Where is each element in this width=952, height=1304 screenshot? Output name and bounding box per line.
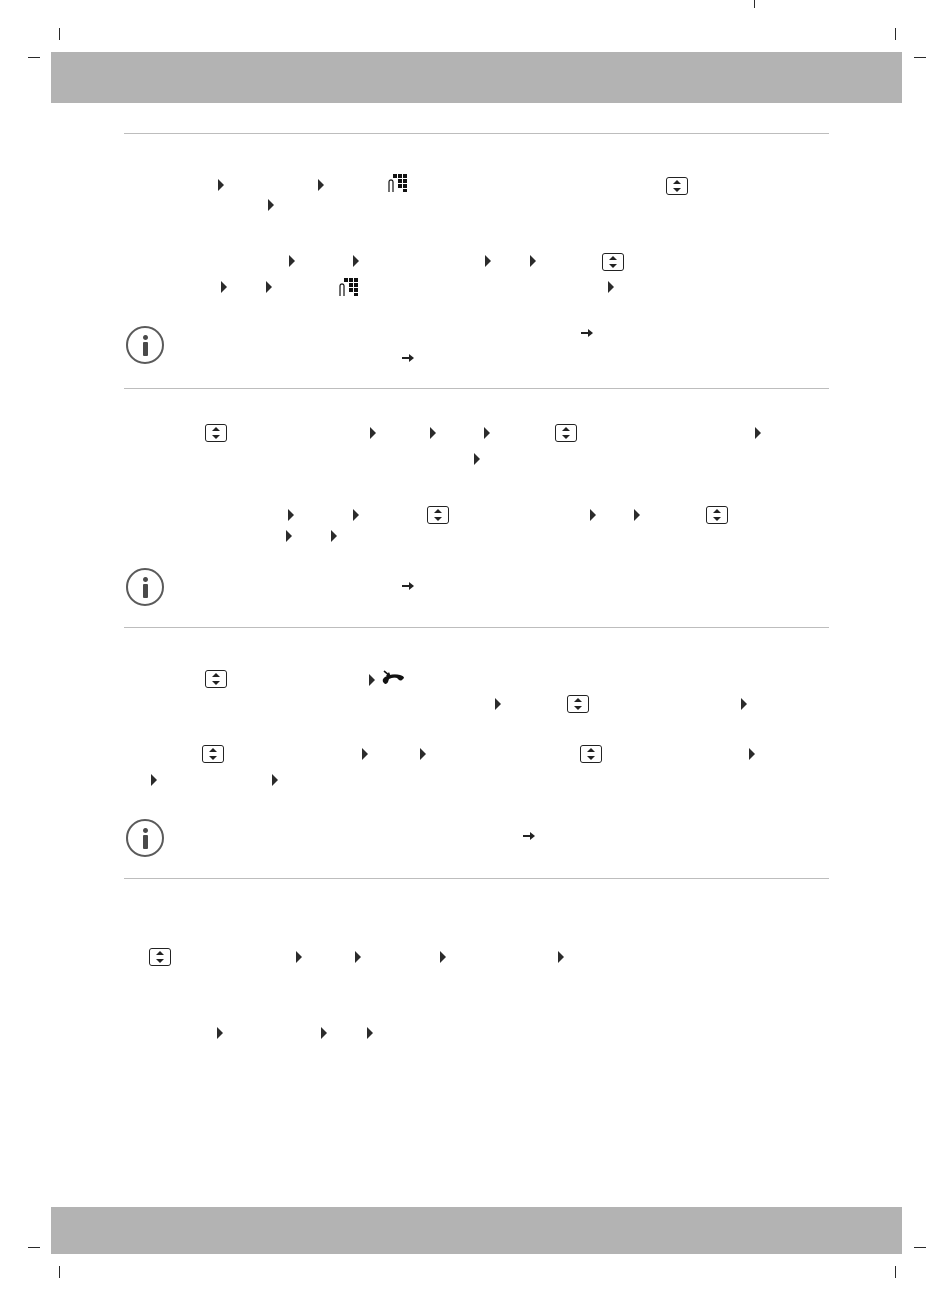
- keypad-entry-icon: [387, 173, 409, 193]
- section-divider: [124, 388, 829, 389]
- step-triangle-icon: [321, 1027, 327, 1039]
- step-triangle-icon: [268, 199, 274, 211]
- reference-arrow-icon: [401, 352, 415, 364]
- reference-arrow-icon: [580, 327, 594, 339]
- step-triangle-icon: [634, 509, 640, 521]
- info-icon: [126, 326, 164, 364]
- info-icon: [126, 819, 164, 857]
- end-call-icon: [380, 669, 406, 687]
- step-triangle-icon: [286, 530, 292, 542]
- navigation-key-icon: [602, 253, 624, 271]
- step-triangle-icon: [430, 427, 436, 439]
- footer-band: [51, 1207, 902, 1254]
- step-triangle-icon: [266, 281, 272, 293]
- navigation-key-icon: [205, 670, 227, 688]
- step-triangle-icon: [272, 774, 278, 786]
- info-icon: [126, 568, 164, 606]
- crop-mark: [754, 0, 755, 8]
- navigation-key-icon: [666, 177, 688, 195]
- section-divider: [124, 878, 829, 879]
- step-triangle-icon: [440, 951, 446, 963]
- step-triangle-icon: [474, 453, 480, 465]
- step-triangle-icon: [590, 509, 596, 521]
- step-triangle-icon: [353, 255, 359, 267]
- step-triangle-icon: [558, 951, 564, 963]
- crop-mark: [895, 1266, 896, 1278]
- crop-mark: [28, 1247, 40, 1248]
- step-triangle-icon: [741, 698, 747, 710]
- crop-mark: [59, 1266, 60, 1278]
- step-triangle-icon: [495, 698, 501, 710]
- step-triangle-icon: [370, 427, 376, 439]
- step-triangle-icon: [755, 427, 761, 439]
- navigation-key-icon: [205, 424, 227, 442]
- step-triangle-icon: [362, 748, 368, 760]
- step-triangle-icon: [218, 179, 224, 191]
- step-triangle-icon: [608, 281, 614, 293]
- step-triangle-icon: [288, 509, 294, 521]
- crop-mark: [59, 28, 60, 40]
- crop-mark: [28, 57, 40, 58]
- step-triangle-icon: [289, 255, 295, 267]
- step-triangle-icon: [318, 179, 324, 191]
- section-divider: [124, 627, 829, 628]
- section-divider: [124, 133, 829, 134]
- step-triangle-icon: [530, 255, 536, 267]
- step-triangle-icon: [355, 951, 361, 963]
- step-triangle-icon: [749, 748, 755, 760]
- step-triangle-icon: [221, 281, 227, 293]
- navigation-key-icon: [149, 948, 171, 966]
- step-triangle-icon: [217, 1027, 223, 1039]
- navigation-key-icon: [202, 745, 224, 763]
- step-triangle-icon: [420, 748, 426, 760]
- keypad-entry-icon: [338, 277, 360, 297]
- reference-arrow-icon: [401, 580, 415, 592]
- navigation-key-icon: [706, 506, 728, 524]
- step-triangle-icon: [151, 774, 157, 786]
- crop-mark: [914, 1247, 926, 1248]
- reference-arrow-icon: [522, 830, 536, 842]
- step-triangle-icon: [369, 674, 375, 686]
- navigation-key-icon: [555, 424, 577, 442]
- navigation-key-icon: [567, 695, 589, 713]
- step-triangle-icon: [484, 427, 490, 439]
- header-band: [51, 52, 902, 103]
- navigation-key-icon: [580, 745, 602, 763]
- step-triangle-icon: [353, 509, 359, 521]
- step-triangle-icon: [296, 951, 302, 963]
- step-triangle-icon: [331, 530, 337, 542]
- navigation-key-icon: [427, 506, 449, 524]
- crop-mark: [914, 57, 926, 58]
- step-triangle-icon: [367, 1027, 373, 1039]
- step-triangle-icon: [485, 255, 491, 267]
- crop-mark: [895, 28, 896, 40]
